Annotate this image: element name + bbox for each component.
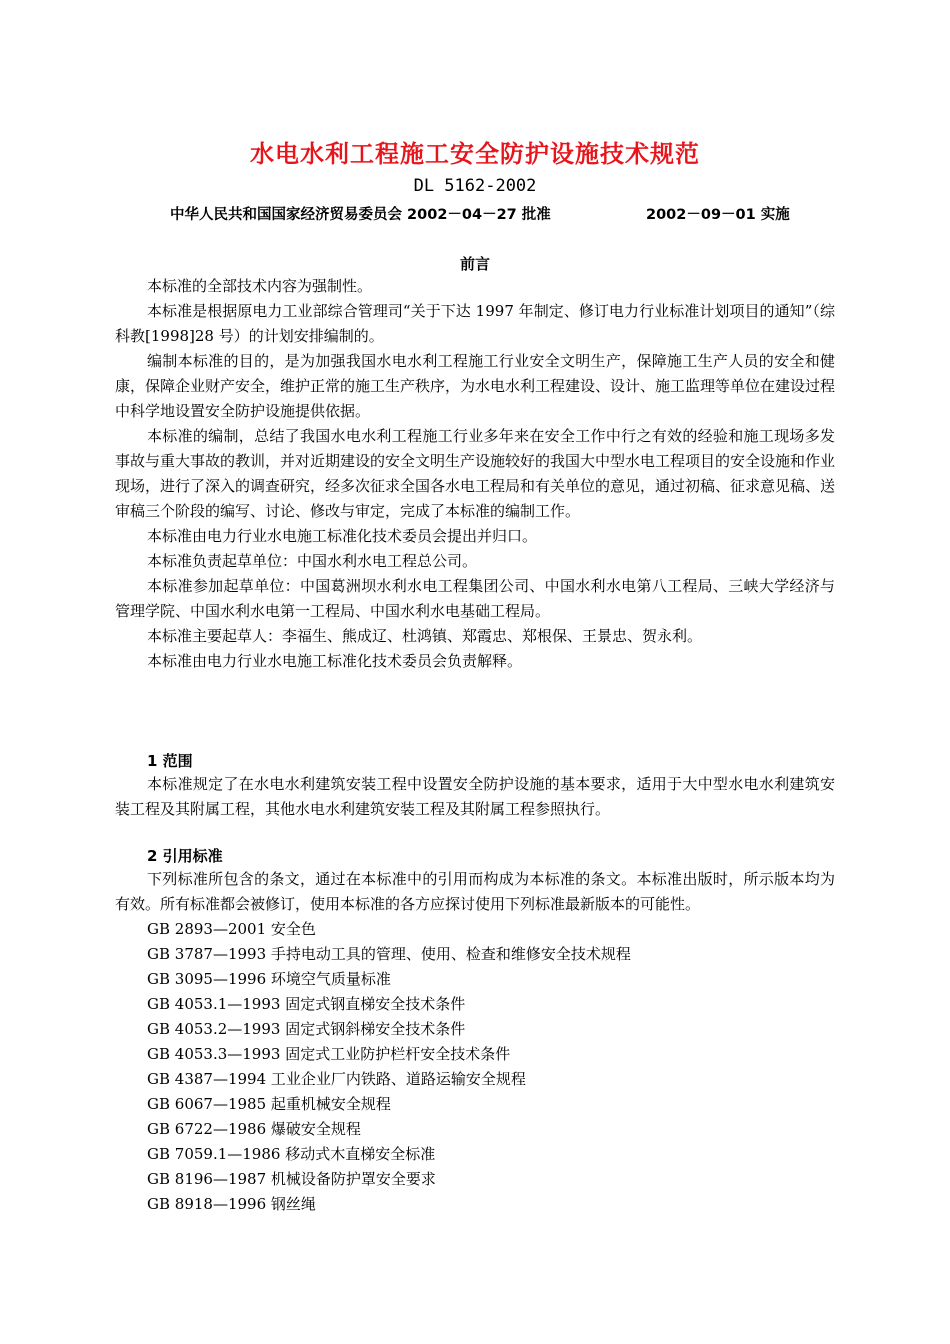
preface-body xyxy=(115,274,835,674)
reference-item: GB 6722—1986 爆破安全规程 xyxy=(147,1120,361,1138)
implementation-date: 2002－09－01 实施 xyxy=(646,207,790,223)
preface-paragraph: 本标准的全部技术内容为强制性。 xyxy=(147,277,373,295)
document-title: 水电水利工程施工安全防护设施技术规范 xyxy=(250,139,700,168)
reference-item: GB 4053.3—1993 固定式工业防护栏杆安全技术条件 xyxy=(147,1045,511,1063)
preface-paragraph: 本标准主要起草人：李福生、熊成辽、杜鸿镇、郑霞忠、郑根保、王景忠、贺永利。 xyxy=(147,627,703,645)
section-2-paragraph: 下列标准所包含的条文，通过在本标准中的引用而构成为本标准的条文。本标准出版时，所示版本均为有效。所有标准都会被修订，使用本标准的各方应探讨使用下列标准最新版本的可能性。 xyxy=(115,870,835,913)
reference-item: GB 6067—1985 起重机械安全规程 xyxy=(147,1095,391,1113)
reference-item: GB 2893—2001 安全色 xyxy=(147,920,316,938)
reference-item: GB 3787—1993 手持电动工具的管理、使用、检查和维修安全技术规程 xyxy=(147,945,631,963)
preface-paragraph: 编制本标准的目的，是为加强我国水电水利工程施工行业安全文明生产，保障施工生产人员的安全和健康，保障企业财产安全，维护正常的施工生产秩序，为水电水利工程建设、设计、施工监理等单位在建设过程中科学地设置安全防护设施提供依据。 xyxy=(115,352,836,420)
section-2-body xyxy=(115,867,835,1217)
section-1-body xyxy=(115,772,835,822)
reference-item: GB 8918—1996 钢丝绳 xyxy=(147,1195,316,1213)
reference-item: GB 4387—1994 工业企业厂内铁路、道路运输安全规程 xyxy=(147,1070,526,1088)
reference-item: GB 4053.1—1993 固定式钢直梯安全技术条件 xyxy=(147,995,466,1013)
preface-heading: 前言 xyxy=(459,255,490,273)
preface-paragraph: 本标准负责起草单位：中国水利水电工程总公司。 xyxy=(147,552,478,570)
preface-paragraph: 本标准由电力行业水电施工标准化技术委员会负责解释。 xyxy=(147,652,523,670)
preface-paragraph: 本标准参加起草单位：中国葛洲坝水利水电工程集团公司、中国水利水电第八工程局、三峡大学经济与管理学院、中国水利水电第一工程局、中国水利水电基础工程局。 xyxy=(115,577,835,620)
standard-code: DL 5162-2002 xyxy=(413,176,537,196)
approval-text: 中华人民共和国国家经济贸易委员会 2002－04－27 批准 xyxy=(170,207,551,223)
section-2-heading: 2 引用标准 xyxy=(147,847,223,865)
section-1-paragraph: 本标准规定了在水电水利建筑安装工程中设置安全防护设施的基本要求，适用于大中型水电水利建筑安装工程及其附属工程，其他水电水利建筑安装工程及其附属工程参照执行。 xyxy=(115,775,835,818)
preface-paragraph: 本标准由电力行业水电施工标准化技术委员会提出并归口。 xyxy=(147,527,538,545)
preface-paragraph: 本标准的编制，总结了我国水电水利工程施工行业多年来在安全工作中行之有效的经验和施工现场多发事故与重大事故的教训，并对近期建设的安全文明生产设施较好的我国大中型水电工程项目的安全设施和作业现场，进行了深入的调查研究，经多次征求全国各水电工程局和有关单位的意见，通过初稿、征求意见稿、送审稿三个阶段的编写、讨论、修改与审定，完成了本标准的编制工作。 xyxy=(115,427,836,520)
section-1-heading: 1 范围 xyxy=(147,752,193,770)
reference-item: GB 7059.1—1986 移动式木直梯安全标准 xyxy=(147,1145,436,1163)
reference-item: GB 3095—1996 环境空气质量标准 xyxy=(147,970,391,988)
preface-paragraph: 本标准是根据原电力工业部综合管理司“关于下达 1997 年制定、修订电力行业标准计划项目的通知”（综科教[1998]28 号）的计划安排编制的。 xyxy=(115,302,835,345)
reference-item: GB 4053.2—1993 固定式钢斜梯安全技术条件 xyxy=(147,1020,466,1038)
reference-item: GB 8196—1987 机械设备防护罩安全要求 xyxy=(147,1170,436,1188)
approval-line xyxy=(170,203,810,224)
